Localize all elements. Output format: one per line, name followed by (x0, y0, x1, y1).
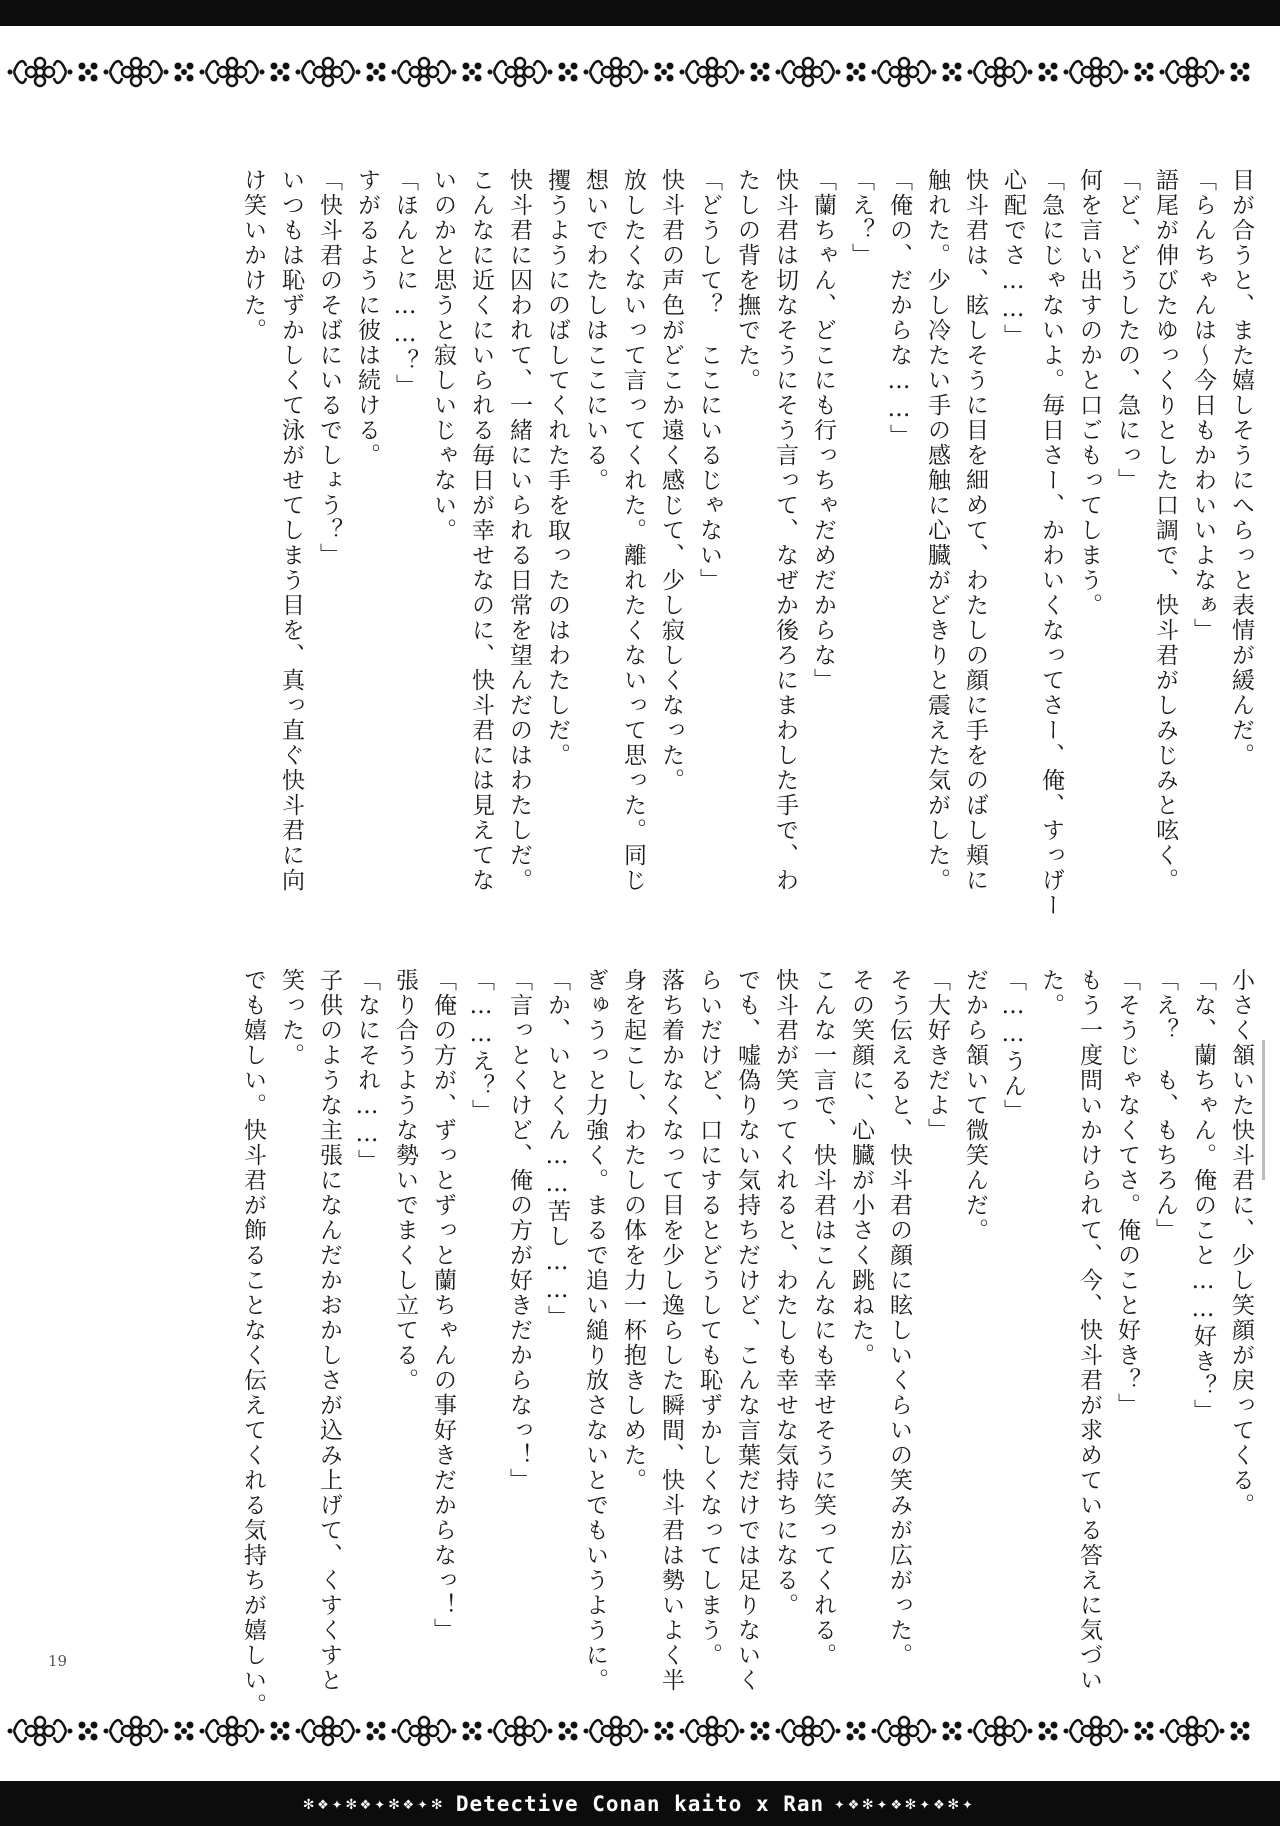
text-column: 「え？ も、もちろん」 (1152, 968, 1178, 1243)
text-column: 快斗君に囚われて、一緒にいられる日常を望んだのはわたしだ。 (506, 168, 532, 893)
text-column: 「ほんとに……？」 (392, 168, 418, 399)
text-column: その笑顔に、心臓が小さく跳ねた。 (848, 968, 874, 1368)
text-column: 想いでわたしはここにいる。 (582, 168, 608, 493)
text-column: 「俺の、だからな……」 (886, 168, 912, 449)
text-column: らいだけど、口にするとどうしても恥ずかしくなってしまう。 (696, 968, 722, 1668)
page-number: 19 (48, 1652, 68, 1670)
text-column: 快斗君は、眩しそうに目を細めて、わたしの顔に手をのばし頬に (962, 168, 988, 893)
text-column: いつもは恥ずかしくて泳がせてしまう目を、真っ直ぐ快斗君に向 (278, 168, 304, 893)
text-column: 「か、いとくん……苦し……」 (544, 968, 570, 1330)
text-column: 目が合うと、また嬉しそうにへらっと表情が緩んだ。 (1228, 168, 1254, 768)
text-column: 攫うようにのばしてくれた手を取ったのはわたしだ。 (544, 168, 570, 768)
top-ornament-border (0, 46, 1280, 98)
text-column: 子供のような主張になんだかおかしさが込み上げて、くすくすと (316, 968, 342, 1693)
text-column: 心配でさ……」 (1000, 168, 1026, 349)
text-column: すがるように彼は続ける。 (354, 168, 380, 468)
footer-banner (0, 1790, 1280, 1818)
text-column: 快斗君が笑ってくれると、わたしも幸せな気持ちになる。 (772, 968, 798, 1618)
text-column: でも嬉しい。快斗君が飾ることなく伝えてくれる気持ちが嬉しい。 (240, 968, 266, 1718)
text-column: 笑った。 (278, 968, 304, 1068)
text-column: 触れた。少し冷たい手の感触に心臓がどきりと震えた気がした。 (924, 168, 950, 893)
footer-title: Detective Conan kaito x Ran (455, 1792, 825, 1816)
text-column: 「……え？」 (468, 968, 494, 1124)
text-column: こんなに近くにいられる毎日が幸せなのに、快斗君には見えてな (468, 168, 494, 893)
text-column: 小さく頷いた快斗君に、少し笑顔が戻ってくる。 (1228, 968, 1254, 1518)
text-column: 「言っとくけど、俺の方が好きだからなっ！」 (506, 968, 532, 1493)
text-column: ぎゅうっと力強く。まるで追い縋り放さないとでもいうように。 (582, 968, 608, 1693)
text-column: たしの背を撫でた。 (734, 168, 760, 393)
lower-text-block (132, 968, 1254, 1718)
top-border-band (0, 0, 1280, 26)
text-column: こんな一言で、快斗君はこんなにも幸せそうに笑ってくれる。 (810, 968, 836, 1668)
text-column: 「蘭ちゃん、どこにも行っちゃだめだからな」 (810, 168, 836, 693)
text-column: いのかと思うと寂しいじゃない。 (430, 168, 456, 543)
text-column: 快斗君の声色がどこか遠く感じて、少し寂しくなった。 (658, 168, 684, 793)
scan-edge-mark (1262, 1040, 1265, 1180)
footer-dots-left: ✻❖✦✻❖✦✻❖✦✻ (303, 1794, 446, 1814)
text-column: 「快斗君のそばにいるでしょう？」 (316, 168, 342, 568)
text-column: 「え？」 (848, 168, 874, 268)
text-column: 「ど、どうしたの、急にっ」 (1114, 168, 1140, 493)
text-column: 「……うん」 (1000, 968, 1026, 1124)
upper-text-block (132, 168, 1254, 928)
text-column: 張り合うような勢いでまくし立てる。 (392, 968, 418, 1393)
text-column: 「どうして？ ここにいるじゃない」 (696, 168, 722, 593)
text-column: だから頷いて微笑んだ。 (962, 968, 988, 1243)
text-column: 語尾が伸びたゆっくりとした口調で、快斗君がしみじみと呟く。 (1152, 168, 1178, 893)
text-column: もう一度問いかけられて、今、快斗君が求めている答えに気づい (1076, 968, 1102, 1693)
text-column: 「俺の方が、ずっとずっと蘭ちゃんの事好きだからなっ！」 (430, 968, 456, 1643)
text-column: 「そうじゃなくてさ。俺のこと好き？」 (1114, 968, 1140, 1418)
text-column: 「なにそれ……」 (354, 968, 380, 1174)
text-column: 身を起こし、わたしの体を力一杯抱きしめた。 (620, 968, 646, 1493)
text-column: 「な、蘭ちゃん。俺のこと……好き？」 (1190, 968, 1216, 1424)
text-column: 放したくないって言ってくれた。離れたくないって思った。同じ (620, 168, 646, 893)
text-column: た。 (1038, 968, 1064, 1018)
text-column: 「急にじゃないよ。毎日さー、かわいくなってさー、俺、すっげー (1038, 168, 1064, 918)
footer-dots-right: ✦❖✻✦❖✻✦❖✻✦ (834, 1794, 977, 1814)
text-column: 快斗君は切なそうにそう言って、なぜか後ろにまわした手で、わ (772, 168, 798, 893)
text-column: 何を言い出すのかと口ごもってしまう。 (1076, 168, 1102, 618)
bottom-ornament-border (0, 1705, 1280, 1757)
text-column: そう伝えると、快斗君の顔に眩しいくらいの笑みが広がった。 (886, 968, 912, 1668)
text-column: 落ち着かなくなって目を少し逸らした瞬間、快斗君は勢いよく半 (658, 968, 684, 1693)
text-column: 「らんちゃんは〜今日もかわいいよなぁ」 (1190, 168, 1216, 643)
text-column: でも、嘘偽りない気持ちだけど、こんな言葉だけでは足りないく (734, 968, 760, 1693)
text-column: 「大好きだよ」 (924, 968, 950, 1143)
text-column: け笑いかけた。 (240, 168, 266, 343)
